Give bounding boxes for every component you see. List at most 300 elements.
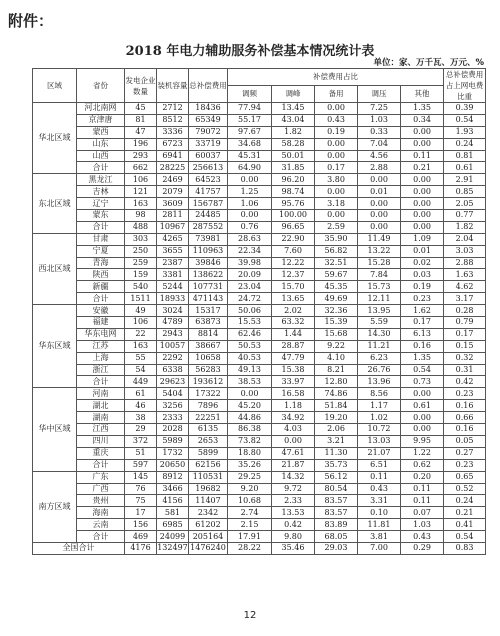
province-cell: 蒙西 <box>77 126 125 138</box>
value-cell: 15.28 <box>358 257 401 269</box>
value-cell: 14.32 <box>272 471 315 483</box>
table-row <box>33 138 486 150</box>
province-cell: 云南 <box>77 519 125 531</box>
value-cell: 75 <box>125 495 157 507</box>
value-cell: 3336 <box>157 126 189 138</box>
table-row <box>33 114 486 126</box>
province-cell: 广西 <box>77 483 125 495</box>
value-cell: 18436 <box>189 103 228 115</box>
value-cell: 0.54 <box>444 114 486 126</box>
value-cell: 15.38 <box>272 364 315 376</box>
value-cell: 51.84 <box>315 400 358 412</box>
value-cell: 0.16 <box>444 424 486 436</box>
value-cell: 0.33 <box>358 126 401 138</box>
value-cell: 196 <box>125 138 157 150</box>
value-cell: 0.32 <box>444 352 486 364</box>
province-cell: 山西 <box>77 150 125 162</box>
value-cell: 7.84 <box>358 269 401 281</box>
value-cell: 1.17 <box>358 400 401 412</box>
value-cell: 1.25 <box>228 186 272 198</box>
value-cell: 0.00 <box>401 186 444 198</box>
value-cell: 11.30 <box>315 447 358 459</box>
value-cell: 2.91 <box>444 174 486 186</box>
value-cell: 28.22 <box>228 542 272 554</box>
value-cell: 0.34 <box>401 114 444 126</box>
value-cell: 28.63 <box>228 233 272 245</box>
province-cell: 江西 <box>77 424 125 436</box>
table-row <box>33 328 486 340</box>
value-cell: 0.00 <box>401 412 444 424</box>
value-cell: 205164 <box>189 531 228 543</box>
value-cell: 1.82 <box>272 126 315 138</box>
value-cell: 145 <box>125 471 157 483</box>
province-cell: 吉林 <box>77 186 125 198</box>
province-cell: 湖南 <box>77 412 125 424</box>
value-cell: 49.13 <box>228 364 272 376</box>
province-cell: 蒙东 <box>77 210 125 222</box>
value-cell: 13.03 <box>358 435 401 447</box>
value-cell: 0.20 <box>401 471 444 483</box>
value-cell: 0.43 <box>401 531 444 543</box>
value-cell: 43.04 <box>272 114 315 126</box>
value-cell: 106 <box>125 174 157 186</box>
value-cell: 2943 <box>157 328 189 340</box>
value-cell: 0.00 <box>401 126 444 138</box>
value-cell: 2387 <box>157 257 189 269</box>
value-cell: 26.76 <box>358 364 401 376</box>
value-cell: 3.31 <box>358 495 401 507</box>
value-cell: 3.21 <box>315 435 358 447</box>
header-fm: 调频 <box>228 86 272 103</box>
value-cell: 61202 <box>189 519 228 531</box>
table-row <box>33 424 486 436</box>
value-cell: 38.53 <box>228 376 272 388</box>
value-cell: 469 <box>125 531 157 543</box>
value-cell: 56.82 <box>315 245 358 257</box>
value-cell: 597 <box>125 459 157 471</box>
value-cell: 8.21 <box>315 364 358 376</box>
table-row <box>33 126 486 138</box>
value-cell: 2.05 <box>444 198 486 210</box>
province-cell: 新疆 <box>77 281 125 293</box>
value-cell: 6985 <box>157 519 189 531</box>
value-cell: 5989 <box>157 435 189 447</box>
province-cell: 辽宁 <box>77 198 125 210</box>
value-cell: 372 <box>125 435 157 447</box>
value-cell: 1.93 <box>444 126 486 138</box>
table-row <box>33 519 486 531</box>
value-cell: 0.27 <box>444 447 486 459</box>
region-cell: 华中区域 <box>33 388 77 471</box>
value-cell: 9.22 <box>315 340 358 352</box>
value-cell: 29 <box>125 424 157 436</box>
value-cell: 9.20 <box>228 483 272 495</box>
value-cell: 1.35 <box>401 103 444 115</box>
value-cell: 22.90 <box>272 233 315 245</box>
value-cell: 0.00 <box>358 174 401 186</box>
value-cell: 0.05 <box>444 435 486 447</box>
value-cell: 2653 <box>189 435 228 447</box>
value-cell: 16.58 <box>272 388 315 400</box>
value-cell: 2712 <box>157 103 189 115</box>
value-cell: 3.80 <box>315 174 358 186</box>
table-row <box>33 483 486 495</box>
value-cell: 0.15 <box>444 340 486 352</box>
value-cell: 2.59 <box>315 221 358 233</box>
value-cell: 3381 <box>157 269 189 281</box>
table-row <box>33 150 486 162</box>
value-cell: 11.81 <box>358 519 401 531</box>
value-cell: 110963 <box>189 245 228 257</box>
value-cell: 0.24 <box>444 495 486 507</box>
value-cell: 3655 <box>157 245 189 257</box>
value-cell: 488 <box>125 221 157 233</box>
table-row <box>33 269 486 281</box>
value-cell: 12.37 <box>272 269 315 281</box>
value-cell: 0.00 <box>228 388 272 400</box>
province-cell: 四川 <box>77 435 125 447</box>
unit-note: 单位：家、万千瓦、万元、% <box>373 58 484 68</box>
value-cell: 9.72 <box>272 483 315 495</box>
value-cell: 62156 <box>189 459 228 471</box>
value-cell: 76 <box>125 483 157 495</box>
value-cell: 98 <box>125 210 157 222</box>
value-cell: 100.00 <box>272 210 315 222</box>
value-cell: 1.03 <box>358 114 401 126</box>
value-cell: 0.65 <box>444 471 486 483</box>
province-cell: 湖北 <box>77 400 125 412</box>
province-cell: 合计 <box>77 376 125 388</box>
value-cell: 256613 <box>189 162 228 174</box>
value-cell: 35.73 <box>315 459 358 471</box>
value-cell: 0.00 <box>315 186 358 198</box>
value-cell: 23.04 <box>228 281 272 293</box>
value-cell: 79072 <box>189 126 228 138</box>
value-cell: 10658 <box>189 352 228 364</box>
value-cell: 2.33 <box>272 495 315 507</box>
value-cell: 60037 <box>189 150 228 162</box>
value-cell: 28225 <box>157 162 189 174</box>
value-cell: 1.06 <box>228 198 272 210</box>
value-cell: 1476240 <box>190 543 226 553</box>
value-cell: 24099 <box>157 531 189 543</box>
value-cell: 0.66 <box>444 412 486 424</box>
value-cell: 0.11 <box>401 150 444 162</box>
value-cell: 1.44 <box>272 328 315 340</box>
value-cell: 56283 <box>189 364 228 376</box>
value-cell: 193612 <box>189 376 228 388</box>
header-peak: 调峰 <box>272 86 315 103</box>
table-row <box>33 340 486 352</box>
value-cell: 15.70 <box>272 281 315 293</box>
value-cell: 56.12 <box>315 471 358 483</box>
value-cell: 51 <box>125 447 157 459</box>
value-cell: 62.46 <box>228 328 272 340</box>
table-row <box>33 174 486 186</box>
value-cell: 132497 <box>157 543 188 553</box>
value-cell: 0.21 <box>444 507 486 519</box>
value-cell: 6941 <box>157 150 189 162</box>
value-cell: 259 <box>125 257 157 269</box>
value-cell: 7.04 <box>358 138 401 150</box>
header-province: 省份 <box>77 69 125 103</box>
value-cell: 4265 <box>157 233 189 245</box>
value-cell: 0.16 <box>401 340 444 352</box>
value-cell: 3256 <box>157 400 189 412</box>
province-cell: 合计 <box>77 162 125 174</box>
table-row <box>33 293 486 305</box>
value-cell: 13.53 <box>272 507 315 519</box>
value-cell: 96.65 <box>272 221 315 233</box>
table-row <box>33 162 486 174</box>
page-title: 2018 年电力辅助服务补偿基本情况统计表 <box>125 44 375 59</box>
value-cell: 121 <box>125 186 157 198</box>
value-cell: 10967 <box>157 221 189 233</box>
table-row <box>33 198 486 210</box>
value-cell: 45.35 <box>315 281 358 293</box>
value-cell: 83.57 <box>315 495 358 507</box>
value-cell: 35.26 <box>228 459 272 471</box>
table-row <box>33 507 486 519</box>
value-cell: 3.81 <box>358 531 401 543</box>
province-cell: 贵州 <box>77 495 125 507</box>
table-row <box>33 447 486 459</box>
value-cell: 5.59 <box>358 317 401 329</box>
value-cell: 73.82 <box>228 435 272 447</box>
value-cell: 97.67 <box>228 126 272 138</box>
header-share-group: 补偿费用占比 <box>228 69 444 86</box>
value-cell: 4789 <box>157 317 189 329</box>
value-cell: 20.09 <box>228 269 272 281</box>
value-cell: 6338 <box>157 364 189 376</box>
header-reserve: 备用 <box>315 86 358 103</box>
value-cell: 156787 <box>189 198 228 210</box>
table-row <box>33 471 486 483</box>
value-cell: 55 <box>125 352 157 364</box>
value-cell: 6723 <box>157 138 189 150</box>
value-cell: 58.28 <box>272 138 315 150</box>
value-cell: 12.22 <box>272 257 315 269</box>
value-cell: 0.73 <box>401 376 444 388</box>
value-cell: 63873 <box>189 317 228 329</box>
value-cell: 8.56 <box>358 388 401 400</box>
value-cell: 0.02 <box>401 257 444 269</box>
value-cell: 17.91 <box>228 531 272 543</box>
province-cell: 海南 <box>77 507 125 519</box>
value-cell: 156 <box>125 519 157 531</box>
value-cell: 2811 <box>157 210 189 222</box>
province-cell: 福建 <box>77 317 125 329</box>
value-cell: 0.31 <box>444 364 486 376</box>
value-cell: 61 <box>125 388 157 400</box>
value-cell: 15.53 <box>228 317 272 329</box>
value-cell: 0.42 <box>272 519 315 531</box>
value-cell: 250 <box>125 245 157 257</box>
header-other: 其他 <box>401 86 444 103</box>
province-cell: 宁夏 <box>77 245 125 257</box>
value-cell: 31.85 <box>272 162 315 174</box>
value-cell: 44.86 <box>228 412 272 424</box>
value-cell: 45 <box>125 103 157 115</box>
value-cell: 2.06 <box>315 424 358 436</box>
value-cell: 29.25 <box>228 471 272 483</box>
value-cell: 163 <box>125 198 157 210</box>
value-cell: 95.76 <box>272 198 315 210</box>
value-cell: 7896 <box>189 400 228 412</box>
value-cell: 0.19 <box>315 126 358 138</box>
value-cell: 303 <box>125 233 157 245</box>
value-cell: 83.57 <box>315 507 358 519</box>
value-cell: 24.72 <box>228 293 272 305</box>
value-cell: 38667 <box>189 340 228 352</box>
value-cell: 77.94 <box>228 103 272 115</box>
value-cell: 1.82 <box>444 221 486 233</box>
table-row <box>33 435 486 447</box>
value-cell: 2292 <box>157 352 189 364</box>
value-cell: 38 <box>125 412 157 424</box>
value-cell: 5404 <box>157 388 189 400</box>
table-row <box>33 245 486 257</box>
value-cell: 28.87 <box>272 340 315 352</box>
value-cell: 0.43 <box>358 483 401 495</box>
value-cell: 2333 <box>157 412 189 424</box>
value-cell: 138622 <box>189 269 228 281</box>
value-cell: 15317 <box>189 305 228 317</box>
value-cell: 13.45 <box>272 103 315 115</box>
table-row <box>33 388 486 400</box>
value-cell: 0.23 <box>401 293 444 305</box>
value-cell: 7.25 <box>358 103 401 115</box>
value-cell: 0.41 <box>444 519 486 531</box>
value-cell: 64523 <box>189 174 228 186</box>
value-cell: 15.68 <box>315 328 358 340</box>
value-cell: 106 <box>125 317 157 329</box>
value-cell: 39.98 <box>228 257 272 269</box>
value-cell: 59.67 <box>315 269 358 281</box>
province-cell: 上海 <box>77 352 125 364</box>
value-cell: 13.96 <box>358 376 401 388</box>
value-cell: 4.03 <box>272 424 315 436</box>
value-cell: 1.02 <box>358 412 401 424</box>
value-cell: 1.62 <box>401 305 444 317</box>
value-cell: 9.95 <box>401 435 444 447</box>
province-cell: 黑龙江 <box>77 174 125 186</box>
value-cell: 471143 <box>189 293 228 305</box>
value-cell: 1.35 <box>401 352 444 364</box>
value-cell: 0.00 <box>401 138 444 150</box>
value-cell: 2028 <box>157 424 189 436</box>
value-cell: 54 <box>125 364 157 376</box>
value-cell: 68.05 <box>315 531 358 543</box>
value-cell: 0.00 <box>358 221 401 233</box>
value-cell: 24485 <box>189 210 228 222</box>
value-cell: 0.61 <box>401 400 444 412</box>
value-cell: 40.53 <box>228 352 272 364</box>
value-cell: 35.46 <box>272 542 315 554</box>
value-cell: 21.07 <box>358 447 401 459</box>
value-cell: 13.95 <box>358 305 401 317</box>
value-cell: 0.21 <box>401 162 444 174</box>
value-cell: 1.63 <box>444 269 486 281</box>
value-cell: 1732 <box>157 447 189 459</box>
value-cell: 8912 <box>157 471 189 483</box>
region-cell: 南方区域 <box>33 471 77 542</box>
province-cell: 合计 <box>77 221 125 233</box>
value-cell: 19682 <box>189 483 228 495</box>
value-cell: 449 <box>125 376 157 388</box>
table-row <box>33 376 486 388</box>
value-cell: 0.23 <box>444 459 486 471</box>
province-cell: 江苏 <box>77 340 125 352</box>
value-cell: 2.04 <box>444 233 486 245</box>
value-cell: 662 <box>125 162 157 174</box>
grand-total-row <box>33 542 486 554</box>
value-cell: 0.77 <box>444 210 486 222</box>
value-cell: 22 <box>125 328 157 340</box>
value-cell: 0.28 <box>444 305 486 317</box>
table-row <box>33 459 486 471</box>
value-cell: 0.00 <box>228 210 272 222</box>
value-cell: 34.92 <box>272 412 315 424</box>
value-cell: 29623 <box>157 376 189 388</box>
province-cell: 浙江 <box>77 364 125 376</box>
value-cell: 47 <box>125 126 157 138</box>
value-cell: 0.00 <box>228 174 272 186</box>
value-cell: 41757 <box>189 186 228 198</box>
value-cell: 13.22 <box>358 245 401 257</box>
value-cell: 2.88 <box>358 162 401 174</box>
value-cell: 9.80 <box>272 531 315 543</box>
value-cell: 0.52 <box>444 483 486 495</box>
value-cell: 163 <box>125 340 157 352</box>
value-cell: 34.68 <box>228 138 272 150</box>
value-cell: 32.51 <box>315 257 358 269</box>
value-cell: 98.74 <box>272 186 315 198</box>
value-cell: 7.00 <box>358 542 401 554</box>
value-cell: 50.01 <box>272 150 315 162</box>
value-cell: 0.01 <box>401 245 444 257</box>
value-cell: 0.81 <box>444 150 486 162</box>
value-cell: 0.01 <box>358 186 401 198</box>
table-row <box>33 186 486 198</box>
value-cell: 159 <box>125 269 157 281</box>
table-row <box>33 400 486 412</box>
value-cell: 86.38 <box>228 424 272 436</box>
value-cell: 3466 <box>157 483 189 495</box>
value-cell: 22.34 <box>228 245 272 257</box>
value-cell: 0.17 <box>444 328 486 340</box>
header-ratio: 总补偿费用占上网电费比重 <box>444 69 486 103</box>
value-cell: 0.76 <box>228 221 272 233</box>
value-cell: 0.43 <box>315 114 358 126</box>
value-cell: 0.83 <box>444 542 486 554</box>
value-cell: 0.07 <box>401 507 444 519</box>
value-cell: 2.02 <box>272 305 315 317</box>
value-cell: 50.06 <box>228 305 272 317</box>
value-cell: 293 <box>125 150 157 162</box>
value-cell: 0.11 <box>401 495 444 507</box>
value-cell: 6.13 <box>401 328 444 340</box>
value-cell: 2469 <box>157 174 189 186</box>
value-cell: 10.72 <box>358 424 401 436</box>
compensation-table <box>32 68 486 555</box>
table-row <box>33 531 486 543</box>
value-cell: 81 <box>125 114 157 126</box>
value-cell: 49.69 <box>315 293 358 305</box>
value-cell: 17 <box>125 507 157 519</box>
value-cell: 0.00 <box>272 435 315 447</box>
value-cell: 3.17 <box>444 293 486 305</box>
